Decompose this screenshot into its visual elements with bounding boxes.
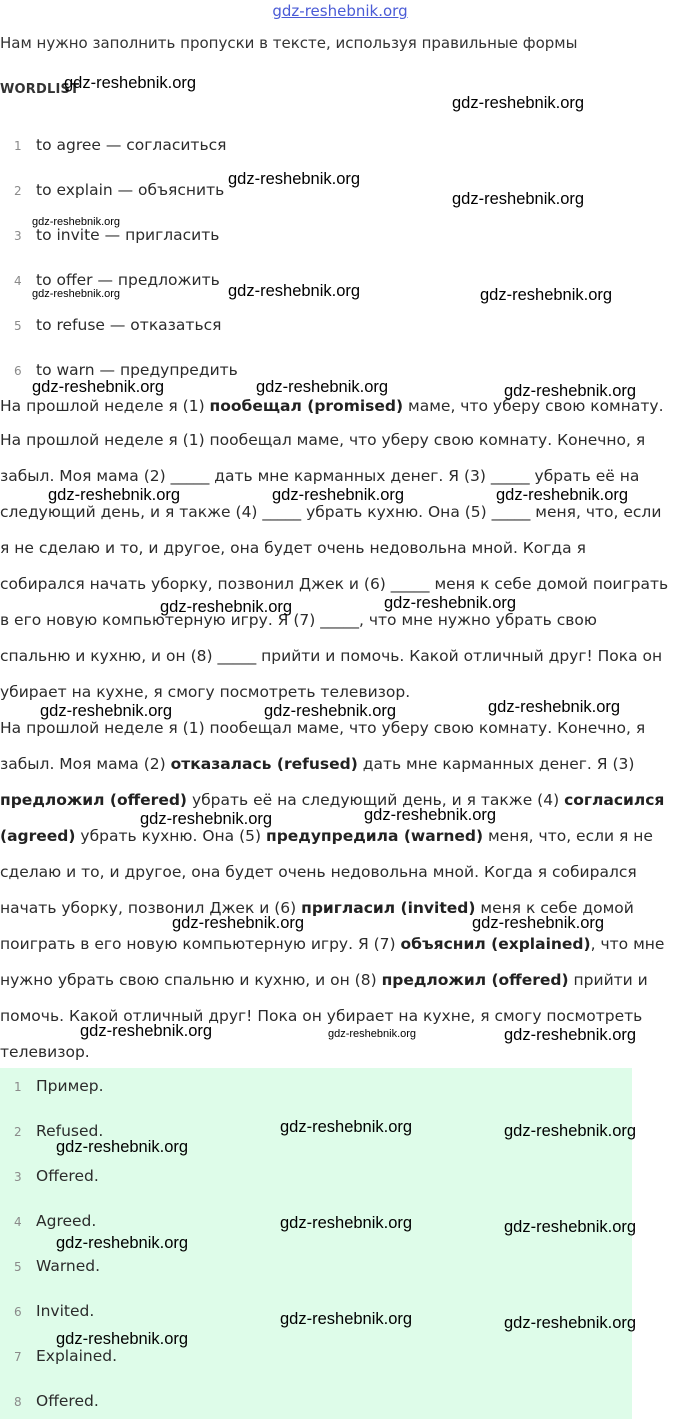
- watermark: gdz-reshebnik.org: [452, 94, 585, 112]
- solution-segment: меня, что, если я не сделаю и то, и другое, она будет очень недовольна мной. Когда я собирался начать уборку, позвонил Джек и (6): [0, 827, 653, 917]
- solution-segment: дать мне карманных денег. Я (3): [357, 755, 635, 773]
- watermark: gdz-reshebnik.org: [40, 702, 173, 720]
- wordlist-item-number: 2: [14, 184, 22, 198]
- watermark: gdz-reshebnik.org: [160, 598, 293, 616]
- intro-text: Нам нужно заполнить пропуски в тексте, используя правильные формы: [0, 34, 578, 52]
- wordlist-item-number: 1: [14, 139, 22, 153]
- watermark: gdz-reshebnik.org: [272, 486, 405, 504]
- answer-text: Пример.: [36, 1077, 104, 1095]
- watermark: gdz-reshebnik.org: [472, 914, 605, 932]
- watermark: gdz-reshebnik.org: [280, 1310, 413, 1328]
- answer-text: Warned.: [36, 1257, 101, 1275]
- answer-text: Offered.: [36, 1392, 99, 1410]
- answer-number: 4: [14, 1215, 22, 1229]
- watermark: gdz-reshebnik.org: [32, 216, 121, 228]
- solution-segment: убрать её на следующий день, и я также (4): [187, 791, 565, 809]
- answer-text: Agreed.: [36, 1212, 97, 1230]
- watermark: gdz-reshebnik.org: [172, 914, 305, 932]
- answer-number: 5: [14, 1260, 22, 1274]
- answer-number: 2: [14, 1125, 22, 1139]
- solution-answer: согласился (agreed): [0, 791, 665, 845]
- watermark: gdz-reshebnik.org: [80, 1022, 213, 1040]
- watermark: gdz-reshebnik.org: [256, 378, 389, 396]
- answer-text: Refused.: [36, 1122, 104, 1140]
- example-bold: пообещал (promised): [209, 397, 404, 415]
- solution-segment: меня к себе домой поиграть в его новую компьютерную игру. Я (7): [0, 899, 634, 953]
- watermark: gdz-reshebnik.org: [504, 1122, 637, 1140]
- watermark: gdz-reshebnik.org: [280, 1214, 413, 1232]
- watermark: gdz-reshebnik.org: [480, 286, 613, 304]
- watermark: gdz-reshebnik.org: [140, 810, 273, 828]
- wordlist-item-text: to agree — согласиться: [36, 136, 227, 154]
- wordlist-item-text: to offer — предложить: [36, 271, 220, 289]
- solution-answer: предложил (offered): [381, 971, 569, 989]
- site-link[interactable]: gdz-reshebnik.org: [272, 2, 408, 20]
- solution-text: [0, 710, 672, 1070]
- example-before: На прошлой неделе я (1): [0, 397, 210, 415]
- answer-text: Offered.: [36, 1167, 99, 1185]
- task-text: На прошлой неделе я (1) пообещал маме, что уберу свою комнату. Конечно, я забыл. Моя мама (2) _____ дать мне карманных денег. Я (3) _____ убрать её на следующий день, и я также (4) _____ убрать кухню. Она (5) _____ меня, что, если я не сделаю и то, и другое, она будет очень недовольна мной. Когда я собирался начать уборку, позвонил Джек и (6) _____ меня к себе домой поиграть в его новую компьютерную игру. Я (7) _____, что мне нужно убрать свою спальню и кухню, и он (8) _____ прийти и помочь. Какой отличный друг! Пока он убирает на кухне, я смогу посмотреть телевизор.: [0, 431, 669, 701]
- wordlist-item-number: 5: [14, 319, 22, 333]
- solution-segment: , что мне нужно убрать свою спальню и кухню, и он (8): [0, 935, 665, 989]
- watermark: gdz-reshebnik.org: [384, 594, 517, 612]
- watermark: gdz-reshebnik.org: [64, 74, 197, 92]
- solution-segment: На прошлой неделе я (1) пообещал маме, что уберу свою комнату. Конечно, я забыл. Моя мама (2): [0, 719, 646, 773]
- answer-number: 1: [14, 1080, 22, 1094]
- wordlist-title: WORDLIST: [0, 82, 80, 97]
- watermark: gdz-reshebnik.org: [488, 698, 621, 716]
- watermark: gdz-reshebnik.org: [504, 382, 637, 400]
- watermark: gdz-reshebnik.org: [452, 190, 585, 208]
- wordlist-item-text: to refuse — отказаться: [36, 316, 222, 334]
- wordlist-item-number: 4: [14, 274, 22, 288]
- watermark: gdz-reshebnik.org: [48, 486, 181, 504]
- watermark: gdz-reshebnik.org: [56, 1234, 189, 1252]
- solution-answer: пригласил (invited): [301, 899, 476, 917]
- watermark: gdz-reshebnik.org: [496, 486, 629, 504]
- watermark: gdz-reshebnik.org: [504, 1314, 637, 1332]
- watermark: gdz-reshebnik.org: [328, 1028, 417, 1040]
- answer-number: 8: [14, 1395, 22, 1409]
- wordlist-item-text: to explain — объяснить: [36, 181, 225, 199]
- wordlist-item-number: 3: [14, 229, 22, 243]
- watermark: gdz-reshebnik.org: [228, 170, 361, 188]
- example-after: маме, что уберу свою комнату.: [403, 397, 664, 415]
- solution-segment: прийти и помочь. Какой отличный друг! Пока он убирает на кухне, я смогу посмотреть телевизор.: [0, 971, 648, 1061]
- watermark: gdz-reshebnik.org: [32, 378, 165, 396]
- watermark: gdz-reshebnik.org: [264, 702, 397, 720]
- answer-number: 3: [14, 1170, 22, 1184]
- solution-answer: предупредила (warned): [265, 827, 484, 845]
- watermark: gdz-reshebnik.org: [364, 806, 497, 824]
- watermark: gdz-reshebnik.org: [56, 1138, 189, 1156]
- wordlist-item-text: to invite — пригласить: [36, 226, 220, 244]
- solution-answer: объяснил (explained): [400, 935, 591, 953]
- watermark: gdz-reshebnik.org: [504, 1026, 637, 1044]
- wordlist-item-text: to warn — предупредить: [36, 361, 238, 379]
- watermark: gdz-reshebnik.org: [56, 1330, 189, 1348]
- wordlist-item-number: 6: [14, 364, 22, 378]
- answer-number: 7: [14, 1350, 22, 1364]
- watermark: gdz-reshebnik.org: [228, 282, 361, 300]
- solution-answer: предложил (offered): [0, 791, 188, 809]
- watermark: gdz-reshebnik.org: [32, 288, 121, 300]
- solution-segment: убрать кухню. Она (5): [75, 827, 266, 845]
- answer-number: 6: [14, 1305, 22, 1319]
- solution-answer: отказалась (refused): [170, 755, 358, 773]
- watermark: gdz-reshebnik.org: [504, 1218, 637, 1236]
- answer-text: Invited.: [36, 1302, 95, 1320]
- watermark: gdz-reshebnik.org: [280, 1118, 413, 1136]
- answer-text: Explained.: [36, 1347, 118, 1365]
